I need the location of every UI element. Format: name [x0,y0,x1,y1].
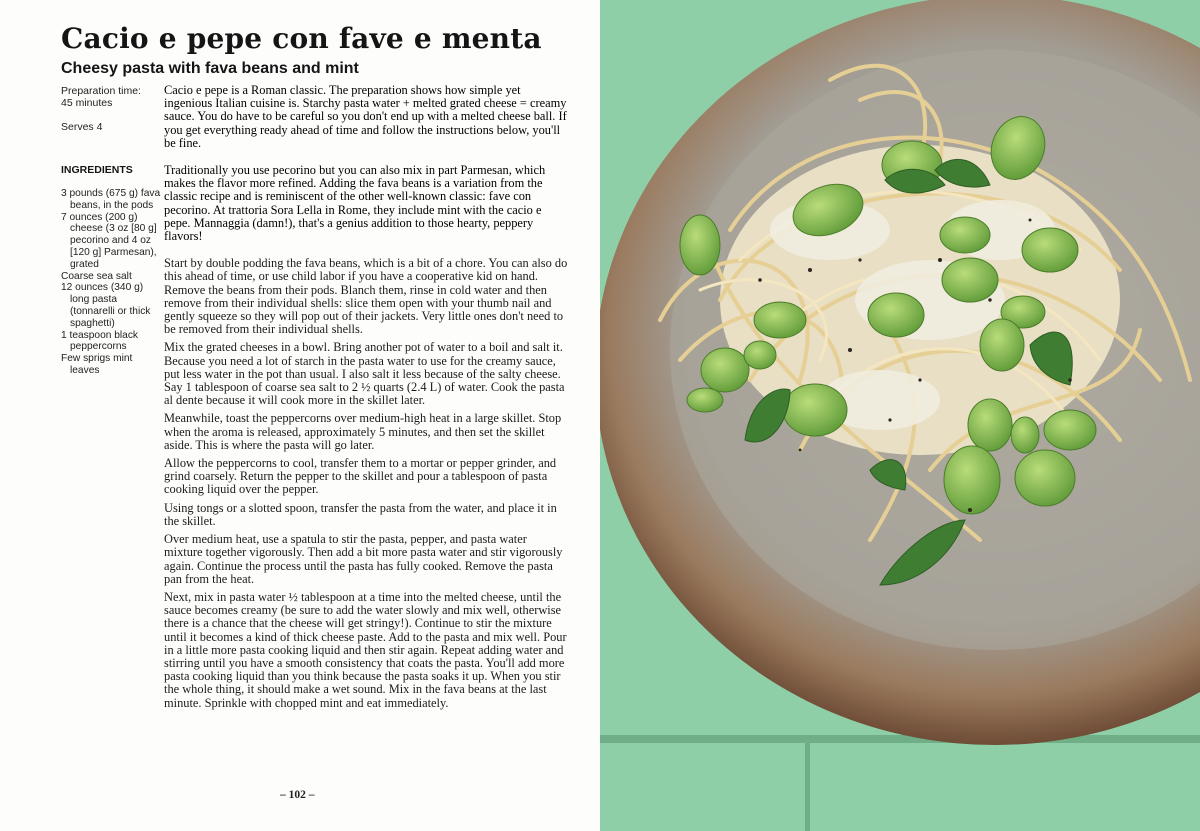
instruction-paragraph: Over medium heat, use a spatula to stir the pasta, pepper, and pasta water mixture together vigorously. Then add a bit more pasta water and stir vigorously again. Continue the process until the pasta has fully cooked. Remove the pasta pan from the heat. [164,532,563,586]
recipe-meta [61,86,156,133]
instruction-paragraph: Meanwhile, toast the peppercorns over medium-high heat in a large skillet. Stop when the aroma is released, approximately 5 minutes, and then set the skillet aside. This is where the pasta will go later. [164,411,562,452]
ingredient-item: 3 pounds (675 g) fava beans, in the pods [61,188,161,211]
ingredient-item: Few sprigs mint leaves [61,353,133,376]
recipe-title: Cacio e pepe con fave e menta [61,22,542,55]
prep-time-label: Preparation time: [61,85,141,97]
ingredients-heading: INGREDIENTS [61,164,133,176]
instruction-paragraph: Mix the grated cheeses in a bowl. Bring another pot of water to a boil and salt it. Because you need a lot of starch in the pasta water to use for the creamy sauce, put less water in the pot than usual. I also salt it less because of the salty cheese. Say 1 tablespoon of coarse sea salt to 2 ½ quarts (2.4 L) of water. Cook the pasta al dente because it will cook more in the skillet later. [164,340,565,408]
instruction-paragraph: Start by double podding the fava beans, which is a bit of a chore. You can also do this ahead of time, or use child labor if you have a cooperative kid on hand. Remove the beans from their pods. Blanch them, rinse in cold water and then remove from their individual shells: slice them open with your thumb nail and gently squeeze so they will pop out of their jackets. Very little ones don't need to be removed from their individual shells. [164,256,568,337]
ingredient-item: Coarse sea salt [61,270,132,282]
recipe-subtitle: Cheesy pasta with fava beans and mint [61,60,359,77]
recipe-body [164,84,568,715]
ingredient-item: 1 teaspoon black peppercorns [61,329,139,353]
instruction-paragraph: Next, mix in pasta water ½ tablespoon at a time into the melted cheese, until the sauce becomes creamy (be sure to add the water slowly and mix well, otherwise there is a chance that the cheese will get stringy!). Continue to stir the mixture until it becomes a kind of thick cheese paste. Add to the pasta and mix well. Pour in a little more pasta cooking liquid and then stir again. Repeat adding water and stirring until you have a smooth consistency that coats the pasta. You'll add more pasta cooking liquid than you think because the pasta soaks it up. When you stir the whole thing, it should make a wet sound. Mix in the fava beans at the last minute. Sprinkle with chopped mint and eat immediately. [164,589,567,710]
dish-photo [600,0,1200,831]
instruction-paragraph: Using tongs or a slotted spoon, transfer the pasta from the water, and place it in the skillet. [164,500,557,528]
intro-paragraph: Cacio e pepe is a Roman classic. The preparation shows how simple yet ingenious Italian cuisine is. Starchy pasta water + melted grated cheese = creamy sauce. You do have to be careful so you don't end up with a melted cheese ball. If you get everything ready ahead of time and follow the instructions below, you'll be fine. [164,83,567,150]
servings: Serves 4 [61,120,103,133]
ingredient-item: 7 ounces (200 g) cheese (3 oz [80 g] pecorino and 4 oz [120 g] Parmesan), grated [61,211,157,270]
ingredient-item: 12 ounces (340 g) long pasta (tonnarelli or thick spaghetti) [61,282,151,329]
table-plank-seam [805,735,810,831]
table-plank-seam [600,735,1200,743]
intro-paragraph: Traditionally you use pecorino but you can also mix in part Parmesan, which makes the flavor more refined. Adding the fava beans is a variation from the classic recipe and is reminiscent of the other well-known classic: fave con pecorino. At trattoria Sora Lella in Rome, they include mint with the cacio e pepe. Mannaggia (damn!), that's a genius addition to those hearty, peppery flavors! [164,163,546,244]
dish-photo-illustration [600,0,1200,831]
instruction-paragraph: Allow the peppercorns to cool, transfer them to a mortar or pepper grinder, and grind coarsely. Return the pepper to the skillet and pour a tablespoon of pasta cooking liquid over the pepper. [164,456,557,497]
prep-time-value: 45 minutes [61,96,113,109]
page-number: – 102 – [280,789,315,801]
ingredients-list [61,188,161,377]
